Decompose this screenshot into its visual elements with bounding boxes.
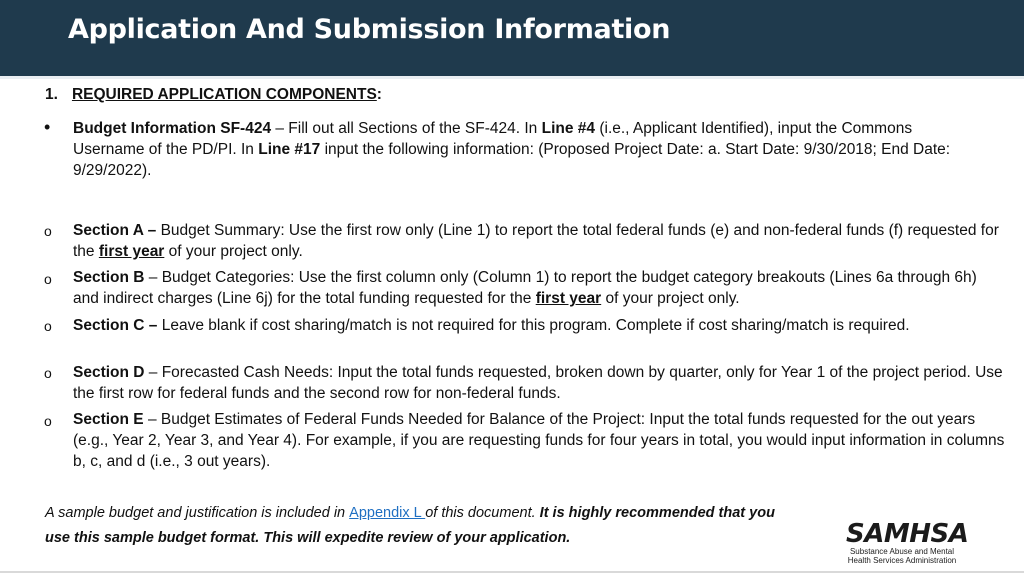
circle-bullet: o [44,365,52,381]
section-b-item: Section B – Budget Categories: Use the first column only (Column 1) to report the budget category breakouts (Lines 6a through 6h) and indirect charges (Line 6j) for the total funding requested for the first year of your project only. [73,269,977,307]
section-title: REQUIRED APPLICATION COMPONENTS [71,86,377,103]
circle-bullet: o [44,271,52,287]
budget-info-paragraph: Budget Information SF-424 – Fill out all Sections of the SF-424. In Line #4 (i.e., Applicant Identified), input the Commons Username of the PD/PI. In Line #17 input the following information: (Proposed Project Date: a. Start Date: 9/30/2018; End Date: 9/29/2022). [73,120,951,179]
section-a-item: Section A – Budget Summary: Use the first row only (Line 1) to report the total federal funds (e) and non-federal funds (f) requested for the first year of your project only. [73,222,999,260]
section-heading: 1. REQUIRED APPLICATION COMPONENTS: [45,86,382,103]
circle-bullet: o [44,413,52,429]
logo-subtitle: Substance Abuse and Mental Health Services Administration [847,547,957,565]
footer-note-line1: A sample budget and justification is included in Appendix L of this document. It is highly recommended that you [45,505,775,521]
title-bar [0,0,1024,76]
circle-bullet: o [44,223,52,239]
header-divider [0,76,1024,79]
circle-bullet: o [44,318,52,334]
section-c-item: Section C – Leave blank if cost sharing/match is not required for this program. Complete if cost sharing/match is required. [73,317,910,334]
bottom-divider [0,571,1024,573]
page-title: Application And Submission Information [68,14,671,45]
section-d-item: Section D – Forecasted Cash Needs: Input the total funds requested, broken down by quarter, only for Year 1 of the project period. Use the first row for federal funds and the second row for non-federal funds. [73,364,1003,402]
disc-bullet: • [44,117,51,137]
appendix-l-link[interactable]: Appendix L [349,505,426,521]
footer-note-line2: use this sample budget format. This will expedite review of your application. [45,530,571,546]
samhsa-logo [846,521,976,569]
logo-wordmark: SAMHSA [846,519,969,549]
section-e-item: Section E – Budget Estimates of Federal Funds Needed for Balance of the Project: Input the total funds requested for the out years (e.g., Year 2, Year 3, and Year 4). For example, if you are requesting funds for four years in total, you would input information in columns b, c, and d (i.e., 3 out years). [73,411,1005,470]
budget-label: Budget Information SF-424 [73,120,272,137]
section-number: 1. [45,86,58,103]
